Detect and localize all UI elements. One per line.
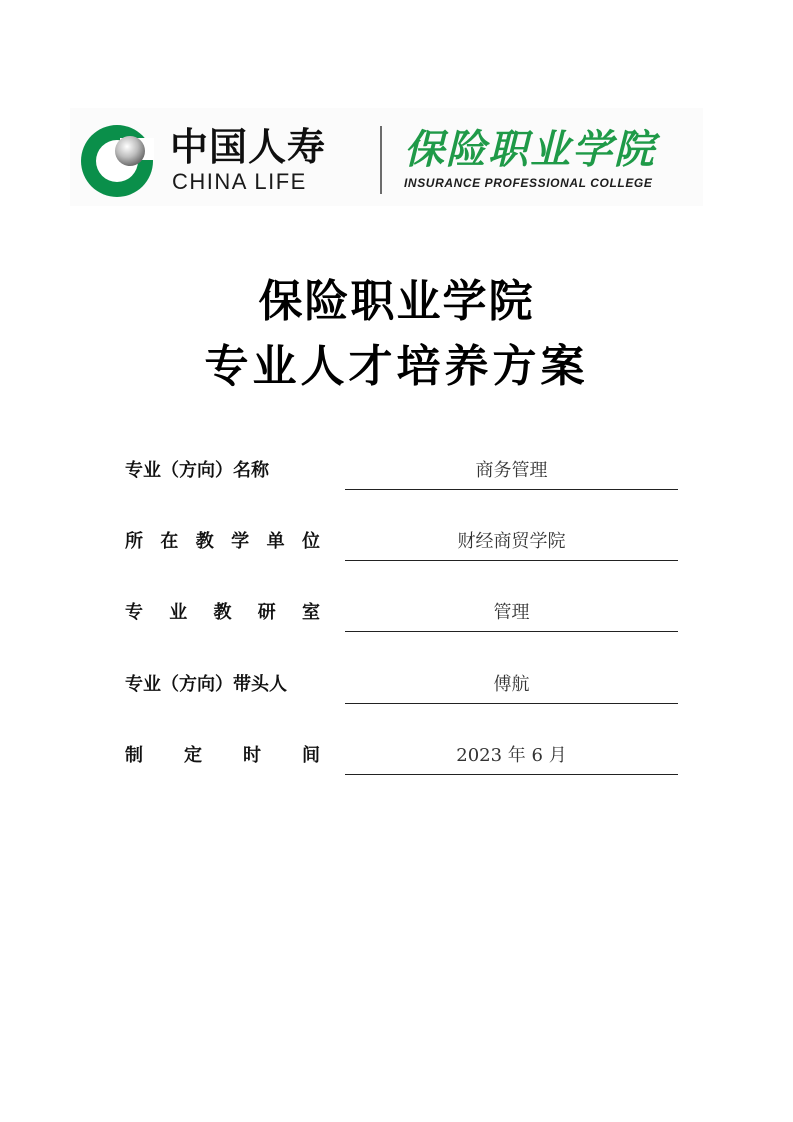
office-underline (345, 631, 678, 632)
unit-label-char: 单 (266, 531, 285, 552)
office-label-char: 研 (257, 602, 276, 623)
date-label-char: 定 (184, 745, 202, 766)
date-label-char: 制 (125, 745, 143, 766)
unit-label-char: 学 (231, 531, 250, 552)
college-name-cn: 保险职业学院 (404, 126, 656, 173)
office-value: 管理 (493, 602, 530, 623)
date-label-char: 间 (302, 745, 320, 766)
unit-underline (345, 560, 678, 561)
leader-value: 傅航 (493, 674, 530, 695)
document-title-line-1: 保险职业学院 (258, 276, 535, 327)
logo-divider (380, 126, 382, 194)
info-row-major (125, 454, 678, 494)
leader-label: 专业（方向）带头人 (125, 674, 287, 695)
office-label-char: 业 (169, 602, 188, 623)
major-label: 专业（方向）名称 (125, 460, 269, 481)
date-value: 2023 年 6 月 (456, 745, 567, 766)
date-label-char: 时 (243, 745, 261, 766)
date-underline (345, 774, 678, 775)
china-life-logo-icon (80, 124, 154, 198)
college-name-en: INSURANCE PROFESSIONAL COLLEGE (404, 176, 653, 190)
office-label (125, 600, 320, 626)
unit-label-char: 教 (195, 531, 214, 552)
info-row-unit (125, 525, 678, 565)
major-underline (345, 489, 678, 490)
office-label-char: 室 (302, 602, 320, 623)
unit-value: 财经商贸学院 (457, 531, 566, 552)
info-row-leader (125, 668, 678, 708)
leader-underline (345, 703, 678, 704)
date-label (125, 743, 320, 769)
unit-label-char: 位 (301, 531, 320, 552)
major-value: 商务管理 (475, 460, 548, 481)
unit-label-char: 在 (160, 531, 179, 552)
info-row-office (125, 596, 678, 636)
unit-label-char: 所 (125, 531, 143, 552)
info-row-date (125, 739, 678, 779)
office-label-char: 教 (213, 602, 232, 623)
office-label-char: 专 (125, 602, 143, 623)
unit-label (125, 529, 320, 555)
brand-name-cn: 中国人寿 (170, 125, 327, 169)
brand-name-en: CHINA LIFE (172, 169, 307, 194)
document-title-line-2: 专业人才培养方案 (204, 341, 589, 392)
